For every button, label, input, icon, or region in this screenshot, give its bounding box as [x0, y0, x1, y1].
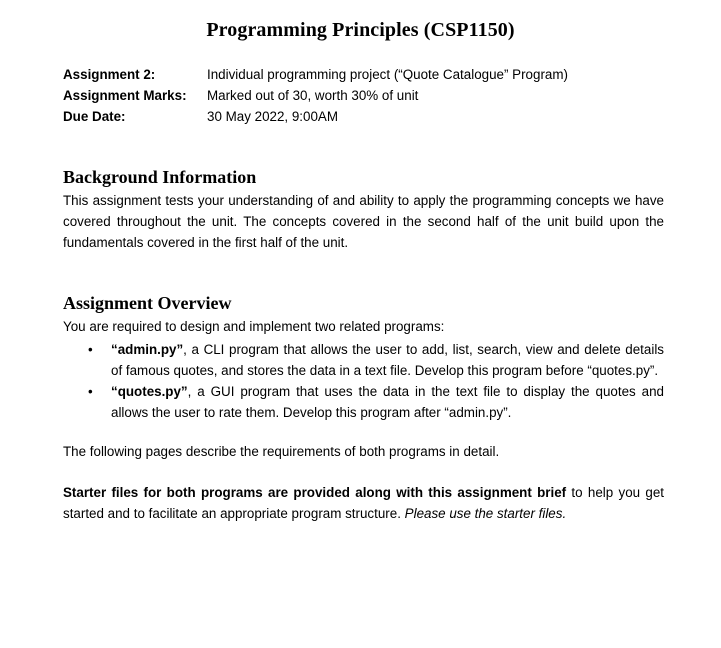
program-description: , a GUI program that uses the data in the text file to display the quotes and allows the user to rate them. Develop this program after “admin.py”.	[111, 384, 664, 420]
overview-heading: Assignment Overview	[63, 293, 232, 313]
starter-files-paragraph	[63, 482, 664, 524]
meta-row-marks	[63, 85, 568, 106]
program-name: “quotes.py”	[111, 384, 188, 399]
list-item-admin	[63, 339, 664, 381]
starter-files-italic: Please use the starter files.	[404, 506, 567, 521]
meta-label: Due Date:	[63, 109, 126, 124]
meta-row-assignment	[63, 64, 568, 85]
meta-value: Marked out of 30, worth 30% of unit	[207, 88, 419, 103]
list-item-quotes	[63, 381, 664, 423]
assignment-meta	[63, 64, 568, 127]
background-heading: Background Information	[63, 167, 257, 187]
starter-files-text: to help you get started and to facilitate an appropriate program structure.	[63, 485, 664, 521]
bullet-icon: •	[88, 384, 93, 399]
meta-label: Assignment Marks:	[63, 88, 187, 103]
meta-label: Assignment 2:	[63, 67, 156, 82]
following-pages-paragraph: The following pages describe the requirements of both programs in detail.	[63, 444, 500, 459]
bullet-icon: •	[88, 342, 93, 357]
meta-value: Individual programming project (“Quote Catalogue” Program)	[207, 67, 568, 82]
document-title: Programming Principles (CSP1150)	[206, 19, 515, 41]
meta-value: 30 May 2022, 9:00AM	[207, 109, 339, 124]
starter-files-bold: Starter files for both programs are provided along with this assignment brief	[63, 485, 567, 500]
program-name: “admin.py”	[111, 342, 184, 357]
program-description: , a CLI program that allows the user to add, list, search, view and delete details of famous quotes, and stores the data in a text file. Develop this program before “quotes.py”.	[111, 342, 664, 378]
program-list	[63, 339, 664, 423]
background-paragraph: This assignment tests your understanding of and ability to apply the programming concepts we have covered throughout the unit. The concepts covered in the second half of the unit build upon the fundamentals covered in the first half of the unit.	[63, 193, 664, 250]
meta-row-due-date	[63, 106, 568, 127]
overview-intro: You are required to design and implement two related programs:	[63, 319, 445, 334]
